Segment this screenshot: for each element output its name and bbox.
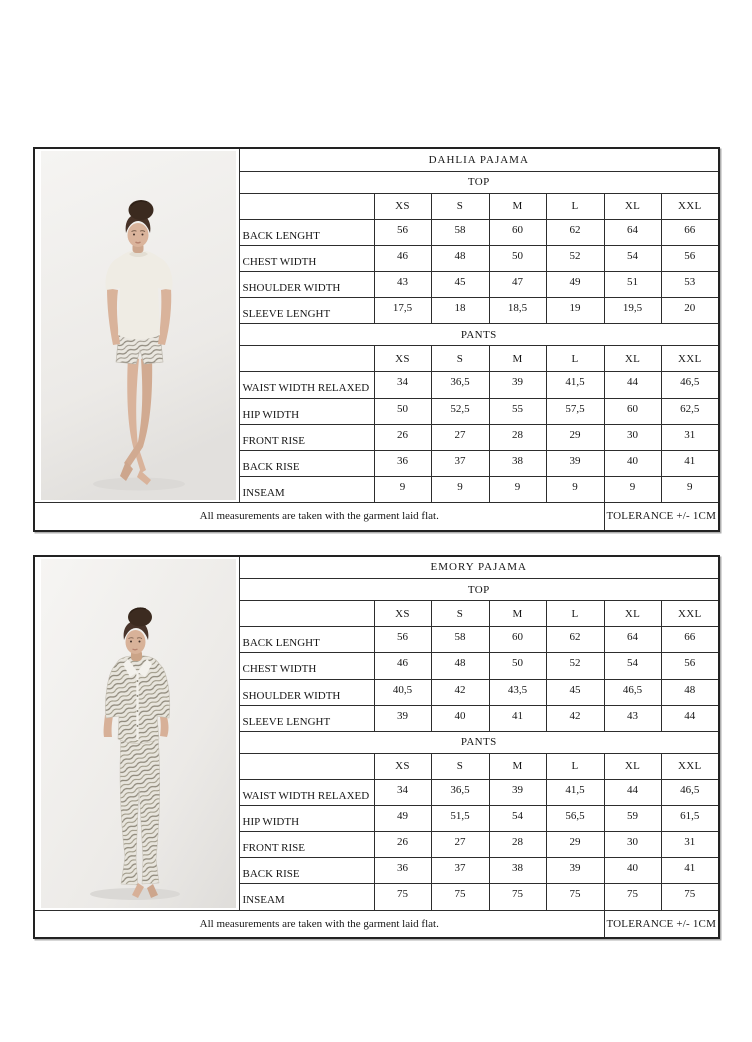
measurement-value: 75 — [489, 884, 546, 910]
measurement-label: CHEST WIDTH — [239, 653, 374, 679]
measurement-value: 41 — [661, 858, 719, 884]
size-column-header: XXL — [661, 193, 719, 219]
measurement-value: 44 — [604, 779, 661, 805]
size-chart-table-emory — [33, 555, 720, 940]
measurement-label: FRONT RISE — [239, 424, 374, 450]
measurement-label: SLEEVE LENGHT — [239, 298, 374, 324]
size-column-header: S — [431, 753, 489, 779]
size-column-header: L — [546, 193, 604, 219]
measurement-value: 59 — [604, 806, 661, 832]
measurement-value: 56 — [374, 219, 431, 245]
tolerance-note: TOLERANCE +/- 1CM — [604, 503, 719, 531]
section-header: TOP — [239, 579, 719, 601]
measurement-value: 40 — [604, 858, 661, 884]
measurement-value: 60 — [489, 627, 546, 653]
measurement-value: 36 — [374, 858, 431, 884]
size-column-header: XXL — [661, 346, 719, 372]
measurement-value: 39 — [489, 372, 546, 398]
measurement-value: 56 — [661, 245, 719, 271]
size-column-header: M — [489, 601, 546, 627]
measurement-value: 56 — [374, 627, 431, 653]
measurement-label: FRONT RISE — [239, 832, 374, 858]
measurement-value: 39 — [489, 779, 546, 805]
footer-row — [34, 503, 719, 531]
empty-corner-cell — [239, 346, 374, 372]
measurement-value: 62 — [546, 627, 604, 653]
measurement-value: 62,5 — [661, 398, 719, 424]
measurement-value: 36,5 — [431, 779, 489, 805]
size-chart-table-dahlia — [33, 147, 720, 532]
section-header: PANTS — [239, 324, 719, 346]
size-column-header: S — [431, 193, 489, 219]
measurement-value: 9 — [431, 476, 489, 502]
size-chart-page — [33, 147, 720, 939]
measurement-label: BACK RISE — [239, 858, 374, 884]
measurement-value: 9 — [661, 476, 719, 502]
measurement-label: INSEAM — [239, 476, 374, 502]
measurement-value: 41 — [489, 705, 546, 731]
measurement-value: 54 — [489, 806, 546, 832]
measurement-value: 36,5 — [431, 372, 489, 398]
footer-row — [34, 910, 719, 938]
measurement-value: 56,5 — [546, 806, 604, 832]
measurement-value: 54 — [604, 245, 661, 271]
measurement-value: 19,5 — [604, 298, 661, 324]
measurement-value: 34 — [374, 372, 431, 398]
measurement-value: 27 — [431, 832, 489, 858]
measurement-value: 39 — [546, 858, 604, 884]
measurement-value: 40,5 — [374, 679, 431, 705]
measurement-value: 75 — [604, 884, 661, 910]
measurement-value: 37 — [431, 858, 489, 884]
measurement-value: 39 — [374, 705, 431, 731]
model-photo-long-pajama-image — [41, 559, 236, 908]
measurement-value: 61,5 — [661, 806, 719, 832]
measurement-value: 17,5 — [374, 298, 431, 324]
measurement-value: 40 — [604, 450, 661, 476]
measurement-value: 58 — [431, 219, 489, 245]
size-column-header: XL — [604, 193, 661, 219]
size-column-header: XS — [374, 753, 431, 779]
section-header: PANTS — [239, 731, 719, 753]
measurement-value: 42 — [546, 705, 604, 731]
measurement-value: 28 — [489, 424, 546, 450]
measurement-label: SLEEVE LENGHT — [239, 705, 374, 731]
measurement-label: CHEST WIDTH — [239, 245, 374, 271]
measurement-value: 50 — [489, 245, 546, 271]
measurement-value: 9 — [604, 476, 661, 502]
size-column-header: XXL — [661, 753, 719, 779]
measurement-value: 44 — [661, 705, 719, 731]
measurement-value: 31 — [661, 832, 719, 858]
measurement-value: 29 — [546, 832, 604, 858]
measurement-value: 26 — [374, 424, 431, 450]
model-photo-short-pajama-image — [41, 151, 236, 500]
title-row — [34, 556, 719, 579]
measurement-value: 37 — [431, 450, 489, 476]
measurement-value: 31 — [661, 424, 719, 450]
measurement-value: 51 — [604, 272, 661, 298]
size-column-header: S — [431, 601, 489, 627]
table-title: DAHLIA PAJAMA — [239, 148, 719, 171]
measurement-value: 75 — [431, 884, 489, 910]
measurement-value: 9 — [489, 476, 546, 502]
measurement-value: 41,5 — [546, 779, 604, 805]
size-column-header: XS — [374, 346, 431, 372]
measurement-value: 26 — [374, 832, 431, 858]
measurement-value: 44 — [604, 372, 661, 398]
measurement-value: 60 — [489, 219, 546, 245]
size-column-header: L — [546, 346, 604, 372]
measurement-label: INSEAM — [239, 884, 374, 910]
measurement-value: 46,5 — [661, 372, 719, 398]
measurement-value: 19 — [546, 298, 604, 324]
measurement-value: 46 — [374, 245, 431, 271]
measurement-value: 40 — [431, 705, 489, 731]
measurement-value: 50 — [374, 398, 431, 424]
measurement-value: 56 — [661, 653, 719, 679]
measurement-value: 60 — [604, 398, 661, 424]
measurement-value: 41,5 — [546, 372, 604, 398]
size-column-header: M — [489, 753, 546, 779]
size-column-header: XXL — [661, 601, 719, 627]
measurement-value: 49 — [374, 806, 431, 832]
section-header: TOP — [239, 171, 719, 193]
measurement-value: 46,5 — [661, 779, 719, 805]
measurement-value: 28 — [489, 832, 546, 858]
measurement-label: HIP WIDTH — [239, 398, 374, 424]
measurement-value: 47 — [489, 272, 546, 298]
measurement-label: SHOULDER WIDTH — [239, 679, 374, 705]
measurement-value: 64 — [604, 627, 661, 653]
size-column-header: L — [546, 753, 604, 779]
measurement-value: 38 — [489, 858, 546, 884]
measurement-value: 55 — [489, 398, 546, 424]
size-column-header: L — [546, 601, 604, 627]
measurement-value: 46,5 — [604, 679, 661, 705]
size-column-header: XL — [604, 601, 661, 627]
measurement-value: 52 — [546, 245, 604, 271]
measurement-label: WAIST WIDTH RELAXED — [239, 372, 374, 398]
footer-note: All measurements are taken with the garment laid flat. — [34, 910, 604, 938]
size-column-header: S — [431, 346, 489, 372]
measurement-value: 18,5 — [489, 298, 546, 324]
photo-cell — [34, 556, 239, 911]
measurement-label: BACK LENGHT — [239, 627, 374, 653]
empty-corner-cell — [239, 753, 374, 779]
empty-corner-cell — [239, 601, 374, 627]
measurement-value: 57,5 — [546, 398, 604, 424]
measurement-value: 51,5 — [431, 806, 489, 832]
size-column-header: M — [489, 346, 546, 372]
measurement-value: 75 — [546, 884, 604, 910]
measurement-value: 42 — [431, 679, 489, 705]
measurement-label: HIP WIDTH — [239, 806, 374, 832]
measurement-value: 9 — [546, 476, 604, 502]
measurement-value: 54 — [604, 653, 661, 679]
measurement-value: 30 — [604, 832, 661, 858]
measurement-value: 27 — [431, 424, 489, 450]
measurement-value: 38 — [489, 450, 546, 476]
table-title: EMORY PAJAMA — [239, 556, 719, 579]
measurement-value: 45 — [431, 272, 489, 298]
tolerance-note: TOLERANCE +/- 1CM — [604, 910, 719, 938]
footer-note: All measurements are taken with the garment laid flat. — [34, 503, 604, 531]
measurement-value: 49 — [546, 272, 604, 298]
measurement-value: 75 — [374, 884, 431, 910]
measurement-label: BACK RISE — [239, 450, 374, 476]
measurement-label: SHOULDER WIDTH — [239, 272, 374, 298]
size-column-header: XL — [604, 346, 661, 372]
empty-corner-cell — [239, 193, 374, 219]
measurement-value: 34 — [374, 779, 431, 805]
measurement-value: 52,5 — [431, 398, 489, 424]
measurement-label: BACK LENGHT — [239, 219, 374, 245]
measurement-value: 52 — [546, 653, 604, 679]
measurement-value: 43 — [604, 705, 661, 731]
measurement-value: 53 — [661, 272, 719, 298]
measurement-value: 64 — [604, 219, 661, 245]
photo-cell — [34, 148, 239, 503]
measurement-value: 41 — [661, 450, 719, 476]
measurement-value: 48 — [431, 653, 489, 679]
measurement-value: 39 — [546, 450, 604, 476]
measurement-value: 36 — [374, 450, 431, 476]
measurement-value: 30 — [604, 424, 661, 450]
measurement-value: 50 — [489, 653, 546, 679]
measurement-value: 43 — [374, 272, 431, 298]
measurement-value: 18 — [431, 298, 489, 324]
measurement-value: 20 — [661, 298, 719, 324]
title-row — [34, 148, 719, 171]
measurement-value: 48 — [431, 245, 489, 271]
measurement-value: 46 — [374, 653, 431, 679]
size-column-header: XS — [374, 193, 431, 219]
measurement-value: 66 — [661, 219, 719, 245]
measurement-value: 62 — [546, 219, 604, 245]
measurement-value: 29 — [546, 424, 604, 450]
measurement-value: 66 — [661, 627, 719, 653]
model-photo-emory — [41, 559, 236, 908]
measurement-value: 75 — [661, 884, 719, 910]
measurement-value: 9 — [374, 476, 431, 502]
table-body — [34, 148, 719, 531]
measurement-value: 48 — [661, 679, 719, 705]
table-body — [34, 556, 719, 939]
size-column-header: XL — [604, 753, 661, 779]
model-photo-dahlia — [41, 151, 236, 500]
size-column-header: XS — [374, 601, 431, 627]
measurement-value: 45 — [546, 679, 604, 705]
size-column-header: M — [489, 193, 546, 219]
measurement-value: 43,5 — [489, 679, 546, 705]
measurement-value: 58 — [431, 627, 489, 653]
measurement-label: WAIST WIDTH RELAXED — [239, 779, 374, 805]
